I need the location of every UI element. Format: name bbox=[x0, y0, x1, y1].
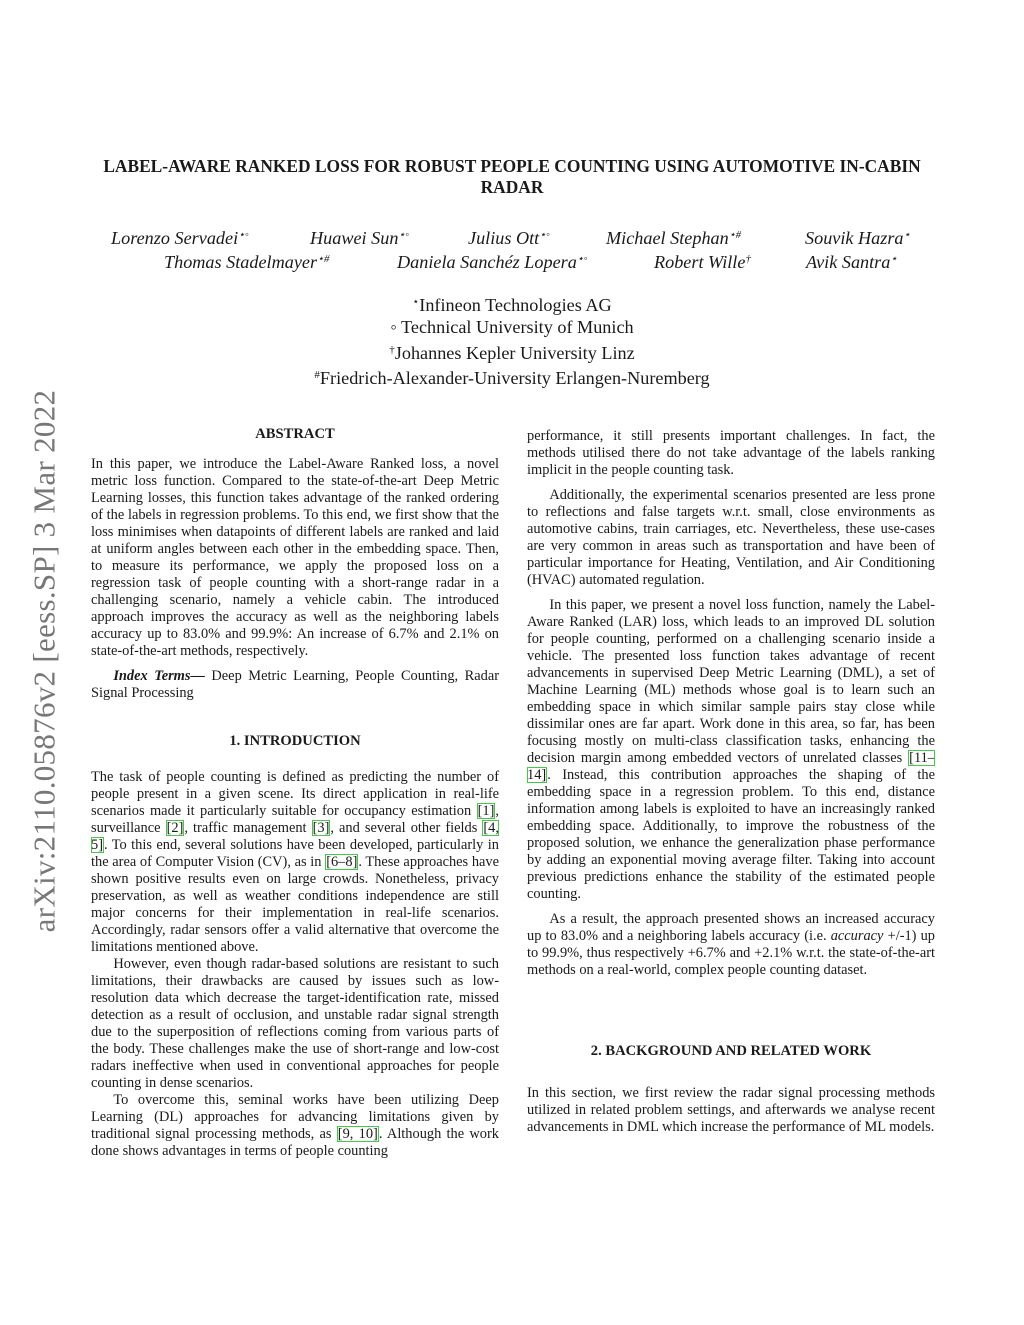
author: Michael Stephan⋆# bbox=[606, 228, 742, 248]
body-paragraph: Additionally, the experimental scenarios presented are less prone to reflections and false targets w.r.t. small, close environments as automotive cabins, train carriages, etc. Nevertheless, these use-cases are very common in areas such as transportation and have been of particular importance for Heating, Ventilation, and Air Conditioning (HVAC) automated regulation. bbox=[527, 487, 935, 588]
index-terms-text: Deep Metric Learning, People Counting, Radar Signal Processing bbox=[91, 668, 500, 701]
citation-link[interactable]: [1] bbox=[477, 803, 495, 819]
affiliation-list bbox=[80, 291, 944, 390]
intro-paragraph-1: The task of people counting is defined as predicting the number of people present in a given scene. Its direct application in real-life scenarios made it particularly suitable for occupancy estimation [1], surveillance [2], traffic management [3], and several other fields [4, 5]. To this end, several solutions have been developed, particularly in the area of Computer Vision (CV), as in [6–8]. These approaches have shown positive results even on large crowds. Nonetheless, privacy preservation, as well as weather conditions independence are still major concerns for their implementation in real-life scenarios. Accordingly, radar sensors offer a valid alternative that overcome the limitations mentioned above. bbox=[91, 769, 500, 955]
index-terms-label: Index Terms— bbox=[113, 668, 205, 684]
arxiv-identifier-text: arXiv:2110.05876v2 [eess.SP] 3 Mar 2022 bbox=[26, 389, 62, 933]
affiliation: ⋆Infineon Technologies AG bbox=[412, 295, 612, 315]
citation-link[interactable]: [6–8] bbox=[326, 854, 358, 870]
author-list bbox=[80, 228, 944, 276]
introduction-heading: 1. INTRODUCTION bbox=[229, 733, 361, 749]
arxiv-identifier bbox=[22, 348, 66, 974]
citation-link[interactable]: [3] bbox=[312, 820, 330, 836]
author: Lorenzo Servadei⋆◦ bbox=[111, 228, 249, 248]
right-column bbox=[527, 428, 935, 1136]
intro-paragraph-2: However, even though radar-based solutions are resistant to such limitations, their drawbacks are caused by issues such as low-resolution data which decrease the target-identification rate, missed detection as a result of occlusion, and unstable radar signal strength due to the superposition of reflections coming from various parts of the body. These challenges make the use of short-range and low-cost radars ineffective when used in conventional approaches for people counting in dense scenarios. bbox=[91, 956, 499, 1091]
index-terms bbox=[91, 668, 499, 702]
author: Robert Wille† bbox=[654, 252, 751, 272]
background-heading: 2. BACKGROUND AND RELATED WORK bbox=[590, 1043, 872, 1059]
affiliation: †Johannes Kepler University Linz bbox=[389, 342, 635, 363]
author-row-1 bbox=[80, 228, 944, 252]
citation-link[interactable]: [9, 10] bbox=[337, 1126, 378, 1142]
body-paragraph: performance, it still presents important challenges. In fact, the methods utilised there do not take advantage of the labels ranking implicit in the people counting task. bbox=[527, 428, 935, 478]
body-paragraph: In this section, we first review the radar signal processing methods utilized in related problem settings, and afterwards we analyse recent advancements in DML which increase the performance of ML models. bbox=[527, 1085, 935, 1135]
body-paragraph: In this paper, we present a novel loss function, namely the Label-Aware Ranked (LAR) loss, which leads to an improved DL solution for people counting, performed on a challenging scenario inside a vehicle. The presented loss function takes advantage of recent advancements in supervised Deep Metric Learning (DML), a set of Machine Learning (ML) methods whose goal is to learn such an embedding space in which similar sample pairs stay close while dissimilar ones are far apart. Work done in this area, so far, has been focusing mostly on multi-class classification tasks, enhancing the decision margin among embedded vectors of unrelated classes [11–14]. Instead, this contribution approaches the shaping of the embedding space in a regression problem. To this end, distance information among labels is exploited to have an increasingly ranked embedding space. Additionally, to improve the robustness of the proposed solution, we enhance the generalization phase performance by adding an exponential moving average filter. Taking into account previous predictions enhance the stability of the estimated people counting. bbox=[527, 597, 935, 902]
affiliation: #Friedrich-Alexander-University Erlangen-Nuremberg bbox=[314, 368, 710, 389]
author-row-2 bbox=[80, 252, 944, 276]
abstract-text: In this paper, we introduce the Label-Aware Ranked loss, a novel metric loss function. Compared to the state-of-the-art Deep Metric Learning losses, this function takes advantage of the ranked ordering of the labels in regression problems. To this end, we first show that the loss minimises when datapoints of different labels are ranked and laid at uniform angles between each other in the embedding space. Then, to measure its performance, we apply the proposed loss on a regression task of people counting with a short-range radar in a challenging scenario, namely a vehicle cabin. The introduced approach improves the accuracy as well as the neighboring labels accuracy up to 83.0% and 99.9%: An increase of 6.7% and 2.1% on state-of-the-art methods, respectively. bbox=[91, 456, 499, 659]
intro-paragraph-3: To overcome this, seminal works have been utilizing Deep Learning (DL) approaches for advancing limitations given by traditional signal processing methods, as [9, 10]. Although the work done shows advantages in terms of people counting bbox=[91, 1092, 499, 1159]
citation-link[interactable]: [4, 5] bbox=[91, 820, 499, 853]
paper-title: LABEL-AWARE RANKED LOSS FOR ROBUST PEOPLE COUNTING USING AUTOMOTIVE IN-CABIN RADAR bbox=[103, 156, 921, 197]
author: Daniela Sanchéz Lopera⋆◦ bbox=[397, 252, 588, 272]
citation-link[interactable]: [2] bbox=[166, 820, 184, 836]
author: Huawei Sun⋆◦ bbox=[310, 228, 410, 248]
author: Souvik Hazra⋆ bbox=[805, 228, 911, 248]
author: Avik Santra⋆ bbox=[806, 252, 898, 272]
author: Julius Ott⋆◦ bbox=[468, 228, 551, 248]
affiliation: ◦ Technical University of Munich bbox=[390, 317, 634, 338]
author: Thomas Stadelmayer⋆# bbox=[164, 252, 330, 272]
body-paragraph: As a result, the approach presented shows an increased accuracy up to 83.0% and a neighboring labels accuracy (i.e. accuracy +/-1) up to 99.9%, thus respectively +6.7% and +2.1% w.r.t. the state-of-the-art methods on a real-world, complex people counting dataset. bbox=[527, 911, 935, 978]
left-column bbox=[91, 426, 499, 1160]
citation-link[interactable]: [11–14] bbox=[527, 750, 935, 783]
abstract-heading: ABSTRACT bbox=[255, 426, 335, 442]
